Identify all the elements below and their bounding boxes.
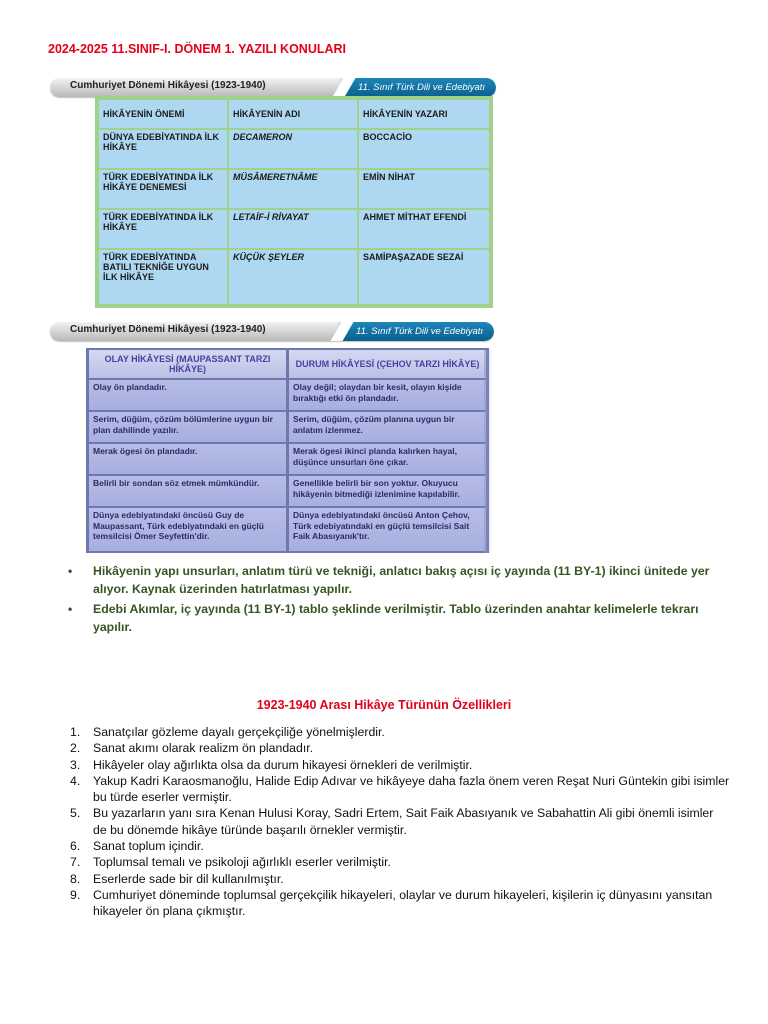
list-item	[70, 871, 730, 887]
bullet-text: Edebi Akımlar, iç yayında (11 BY-1) tablo şeklinde verilmiştir. Tablo üzerinden anahtar kelimelerle tekrarı yapılır.	[93, 602, 699, 634]
table-cell: BOCCACİO	[358, 129, 490, 169]
features-numbered-list	[70, 724, 730, 920]
list-item	[70, 740, 730, 756]
table-header: OLAY HİKÂYESİ (MAUPASSANT TARZI HİKÂYE)	[89, 350, 286, 378]
table-cell: DECAMERON	[228, 129, 358, 169]
item-text: Yakup Kadri Karaosmanoğlu, Halide Edip Adıvar ve hikâyeye daha fazla önem veren Reşat Nuri Güntekin gibi isimler bu türde eserler vermiştir.	[93, 773, 730, 805]
table-row	[98, 249, 490, 305]
table-row	[89, 476, 486, 506]
table-row	[98, 169, 490, 209]
table-header: DURUM HİKÂYESİ (ÇEHOV TARZI HİKÂYE)	[289, 350, 486, 378]
table-row	[89, 412, 486, 442]
item-number: 2.	[70, 741, 81, 756]
table-row	[89, 508, 486, 551]
section-title: 1923-1940 Arası Hikâye Türünün Özellikleri	[256, 698, 512, 712]
table-cell: Belirli bir sondan söz etmek mümkündür.	[89, 476, 286, 506]
item-text: Sanat akımı olarak realizm ön plandadır.	[93, 741, 314, 756]
item-text: Sanat toplum içindir.	[93, 839, 204, 854]
item-number: 6.	[70, 839, 81, 854]
table-cell: EMİN NİHAT	[358, 169, 490, 209]
bullet-icon: •	[68, 564, 73, 578]
story-types-table	[86, 348, 489, 553]
table-cell: Serim, düğüm, çözüm bölümlerine uygun bir plan dahilinde yazılır.	[89, 412, 286, 442]
first-stories-table	[97, 98, 491, 306]
item-text: Bu yazarların yanı sıra Kenan Hulusi Koray, Sadri Ertem, Sait Faik Abasıyanık ve Sabahattin Ali gibi önemli isimler de bu dönemde hikâye türünde başarılı örnekler vermiştir.	[93, 806, 714, 837]
section-banner-2	[50, 322, 494, 341]
table-cell: Olay ön plandadır.	[89, 380, 286, 410]
item-number: 8.	[70, 871, 81, 886]
table-cell: Dünya edebiyatındaki öncüsü Guy de Maupassant, Türk edebiyatındaki en güçlü temsilcisi Ömer Seyfettin'dir.	[89, 508, 286, 551]
list-item	[70, 854, 730, 870]
list-item	[70, 773, 730, 806]
document-title: 2024-2025 11.SINIF-I. DÖNEM 1. YAZILI KONULARI	[48, 42, 347, 56]
item-text: Hikâyeler olay ağırlıkta olsa da durum hikayesi örnekleri de verilmiştir.	[93, 757, 473, 772]
list-item	[70, 838, 730, 854]
table-cell: Olay değil; olaydan bir kesit, olayın kişide bıraktığı etki ön plandadır.	[289, 380, 486, 410]
item-number: 4.	[70, 773, 81, 788]
list-item	[70, 805, 730, 838]
item-text: Eserlerde sade bir dil kullanılmıştır.	[93, 871, 284, 886]
notes-bullet-list	[68, 562, 728, 636]
table-cell: DÜNYA EDEBİYATINDA İLK HİKÂYE	[98, 129, 228, 169]
table-row	[89, 444, 486, 474]
table-cell: KÜÇÜK ŞEYLER	[228, 249, 358, 305]
table-cell: Dünya edebiyatındaki öncüsü Anton Çehov, Türk edebiyatındaki en güçlü temsilcisi Sait Faik Abasıyanık'tır.	[289, 508, 486, 551]
table-cell: TÜRK EDEBİYATINDA İLK HİKÂYE DENEMESİ	[98, 169, 228, 209]
table-edge-fade	[484, 350, 492, 553]
table-cell: Merak ögesi ikinci planda kalırken hayal, düşünce unsurları öne çıkar.	[289, 444, 486, 474]
item-number: 5.	[70, 806, 81, 821]
banner-1-right-label: 11. Sınıf Türk Dili ve Edebiyatı	[344, 78, 496, 97]
table-row	[98, 209, 490, 249]
item-text: Sanatçılar gözleme dayalı gerçekçiliğe yönelmişlerdir.	[93, 725, 385, 739]
list-item	[68, 562, 728, 598]
table-header: HİKÂYENİN ÖNEMİ	[98, 99, 228, 129]
table-cell: SAMİPAŞAZADE SEZAİ	[358, 249, 490, 305]
table-header-row	[98, 99, 490, 129]
table-header: HİKÂYENİN YAZARI	[358, 99, 490, 129]
table-header: HİKÂYENİN ADI	[228, 99, 358, 129]
banner-2-right-label: 11. Sınıf Türk Dili ve Edebiyatı	[342, 322, 494, 341]
bullet-icon: •	[68, 602, 73, 616]
banner-2-left-label: Cumhuriyet Dönemi Hikâyesi (1923-1940)	[70, 324, 266, 335]
table-cell: TÜRK EDEBİYATINDA BATILI TEKNİĞE UYGUN İLK HİKÂYE	[98, 249, 228, 305]
table-cell: Merak ögesi ön plandadır.	[89, 444, 286, 474]
table-row	[98, 129, 490, 169]
item-text: Toplumsal temalı ve psikoloji ağırlıklı eserler verilmiştir.	[93, 855, 391, 870]
table-cell: AHMET MİTHAT EFENDİ	[358, 209, 490, 249]
item-number: 7.	[70, 855, 81, 870]
list-item	[68, 600, 728, 636]
item-number: 9.	[70, 887, 81, 902]
table-cell: TÜRK EDEBİYATINDA İLK HİKÂYE	[98, 209, 228, 249]
bullet-text: Hikâyenin yapı unsurları, anlatım türü ve tekniği, anlatıcı bakış açısı iç yayında (11 BY-1) ikinci ünitede yer alıyor. Kaynak üzerinden hatırlatması yapılır.	[93, 564, 710, 596]
section-banner-1	[50, 78, 496, 97]
table-cell: Genellikle belirli bir son yoktur. Okuyucu hikâyenin bitmediği izlenimine kapılabilir.	[289, 476, 486, 506]
table-cell: MÜSÂMERETNÂME	[228, 169, 358, 209]
list-item	[70, 724, 730, 740]
table-header-row	[89, 350, 486, 378]
item-number: 3.	[70, 757, 81, 772]
item-text: Cumhuriyet döneminde toplumsal gerçekçilik hikayeleri, olaylar ve durum hikayeleri, kişilerin iç dünyasını yansıtan hikayeler ön plana çıkmıştır.	[93, 887, 713, 919]
list-item	[70, 887, 730, 920]
banner-1-left-label: Cumhuriyet Dönemi Hikâyesi (1923-1940)	[70, 80, 266, 91]
item-number: 1.	[70, 725, 81, 739]
table-row	[89, 380, 486, 410]
table-cell: LETAİF-İ RİVAYAT	[228, 209, 358, 249]
list-item	[70, 757, 730, 773]
table-cell: Serim, düğüm, çözüm planına uygun bir anlatım izlenmez.	[289, 412, 486, 442]
